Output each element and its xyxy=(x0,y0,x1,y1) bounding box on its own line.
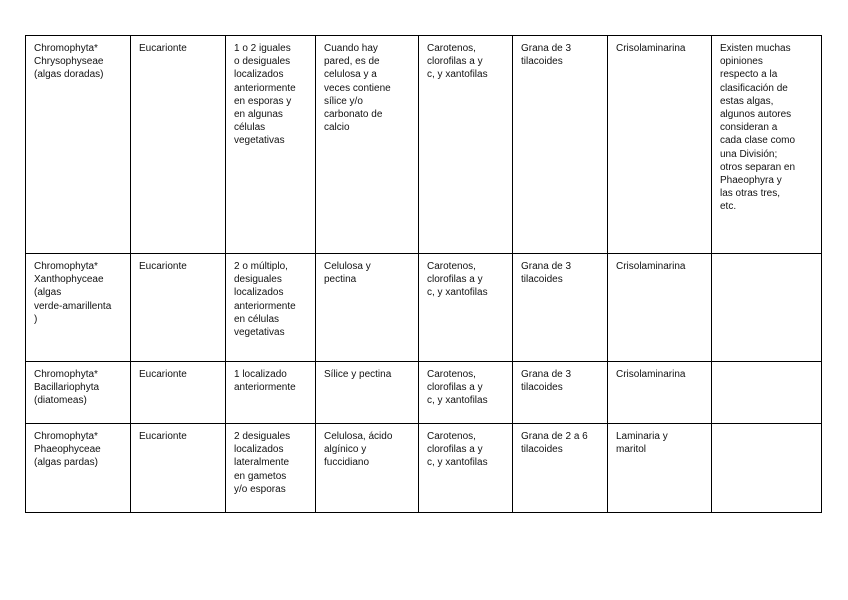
table-cell-reserve: Laminaria y maritol xyxy=(608,424,712,513)
table-cell-pigments: Carotenos, clorofilas a y c, y xantofilas xyxy=(419,424,513,513)
table-row xyxy=(26,424,822,513)
table-cell-pigments: Carotenos, clorofilas a y c, y xantofilas xyxy=(419,36,513,254)
table-row xyxy=(26,36,822,254)
table-cell-division: Chromophyta* Bacillariophyta (diatomeas) xyxy=(26,362,131,424)
table-cell-division: Chromophyta* Xanthophyceae (algas verde-amarillenta ) xyxy=(26,254,131,362)
table-cell-cell-wall: Celulosa, ácido algínico y fuccidiano xyxy=(316,424,419,513)
table-cell-pigments: Carotenos, clorofilas a y c, y xantofilas xyxy=(419,362,513,424)
table-cell-cell-type: Eucarionte xyxy=(131,424,226,513)
table-cell-chloroplast: Grana de 3 tilacoides xyxy=(513,362,608,424)
table-cell-cell-wall: Celulosa y pectina xyxy=(316,254,419,362)
table-cell-notes xyxy=(712,424,822,513)
table-cell-chloroplast: Grana de 2 a 6 tilacoides xyxy=(513,424,608,513)
table-cell-flagella: 2 desiguales localizados lateralmente en gametos y/o esporas xyxy=(226,424,316,513)
table-cell-chloroplast: Grana de 3 tilacoides xyxy=(513,36,608,254)
table-cell-reserve: Crisolaminarina xyxy=(608,254,712,362)
table-cell-pigments: Carotenos, clorofilas a y c, y xantofilas xyxy=(419,254,513,362)
table-cell-cell-wall: Cuando hay pared, es de celulosa y a veces contiene sílice y/o carbonato de calcio xyxy=(316,36,419,254)
table-cell-notes xyxy=(712,362,822,424)
table-cell-notes: Existen muchas opiniones respecto a la clasificación de estas algas, algunos autores consideran a cada clase como una División; otros separan en Phaeophyra y las otras tres, etc. xyxy=(712,36,822,254)
table-row xyxy=(26,254,822,362)
table-cell-reserve: Crisolaminarina xyxy=(608,362,712,424)
table-cell-division: Chromophyta* Phaeophyceae (algas pardas) xyxy=(26,424,131,513)
table-cell-flagella: 1 localizado anteriormente xyxy=(226,362,316,424)
table-cell-flagella: 2 o múltiplo, desiguales localizados anteriormente en células vegetativas xyxy=(226,254,316,362)
table-cell-chloroplast: Grana de 3 tilacoides xyxy=(513,254,608,362)
table-cell-cell-wall: Sílice y pectina xyxy=(316,362,419,424)
table-row xyxy=(26,362,822,424)
table-cell-division: Chromophyta* Chrysophyseae (algas doradas) xyxy=(26,36,131,254)
table-cell-cell-type: Eucarionte xyxy=(131,254,226,362)
table-cell-flagella: 1 o 2 iguales o desiguales localizados anteriormente en esporas y en algunas células vegetativas xyxy=(226,36,316,254)
table-cell-notes xyxy=(712,254,822,362)
table-cell-cell-type: Eucarionte xyxy=(131,36,226,254)
algae-classification-table xyxy=(25,35,822,513)
table-cell-reserve: Crisolaminarina xyxy=(608,36,712,254)
table-cell-cell-type: Eucarionte xyxy=(131,362,226,424)
